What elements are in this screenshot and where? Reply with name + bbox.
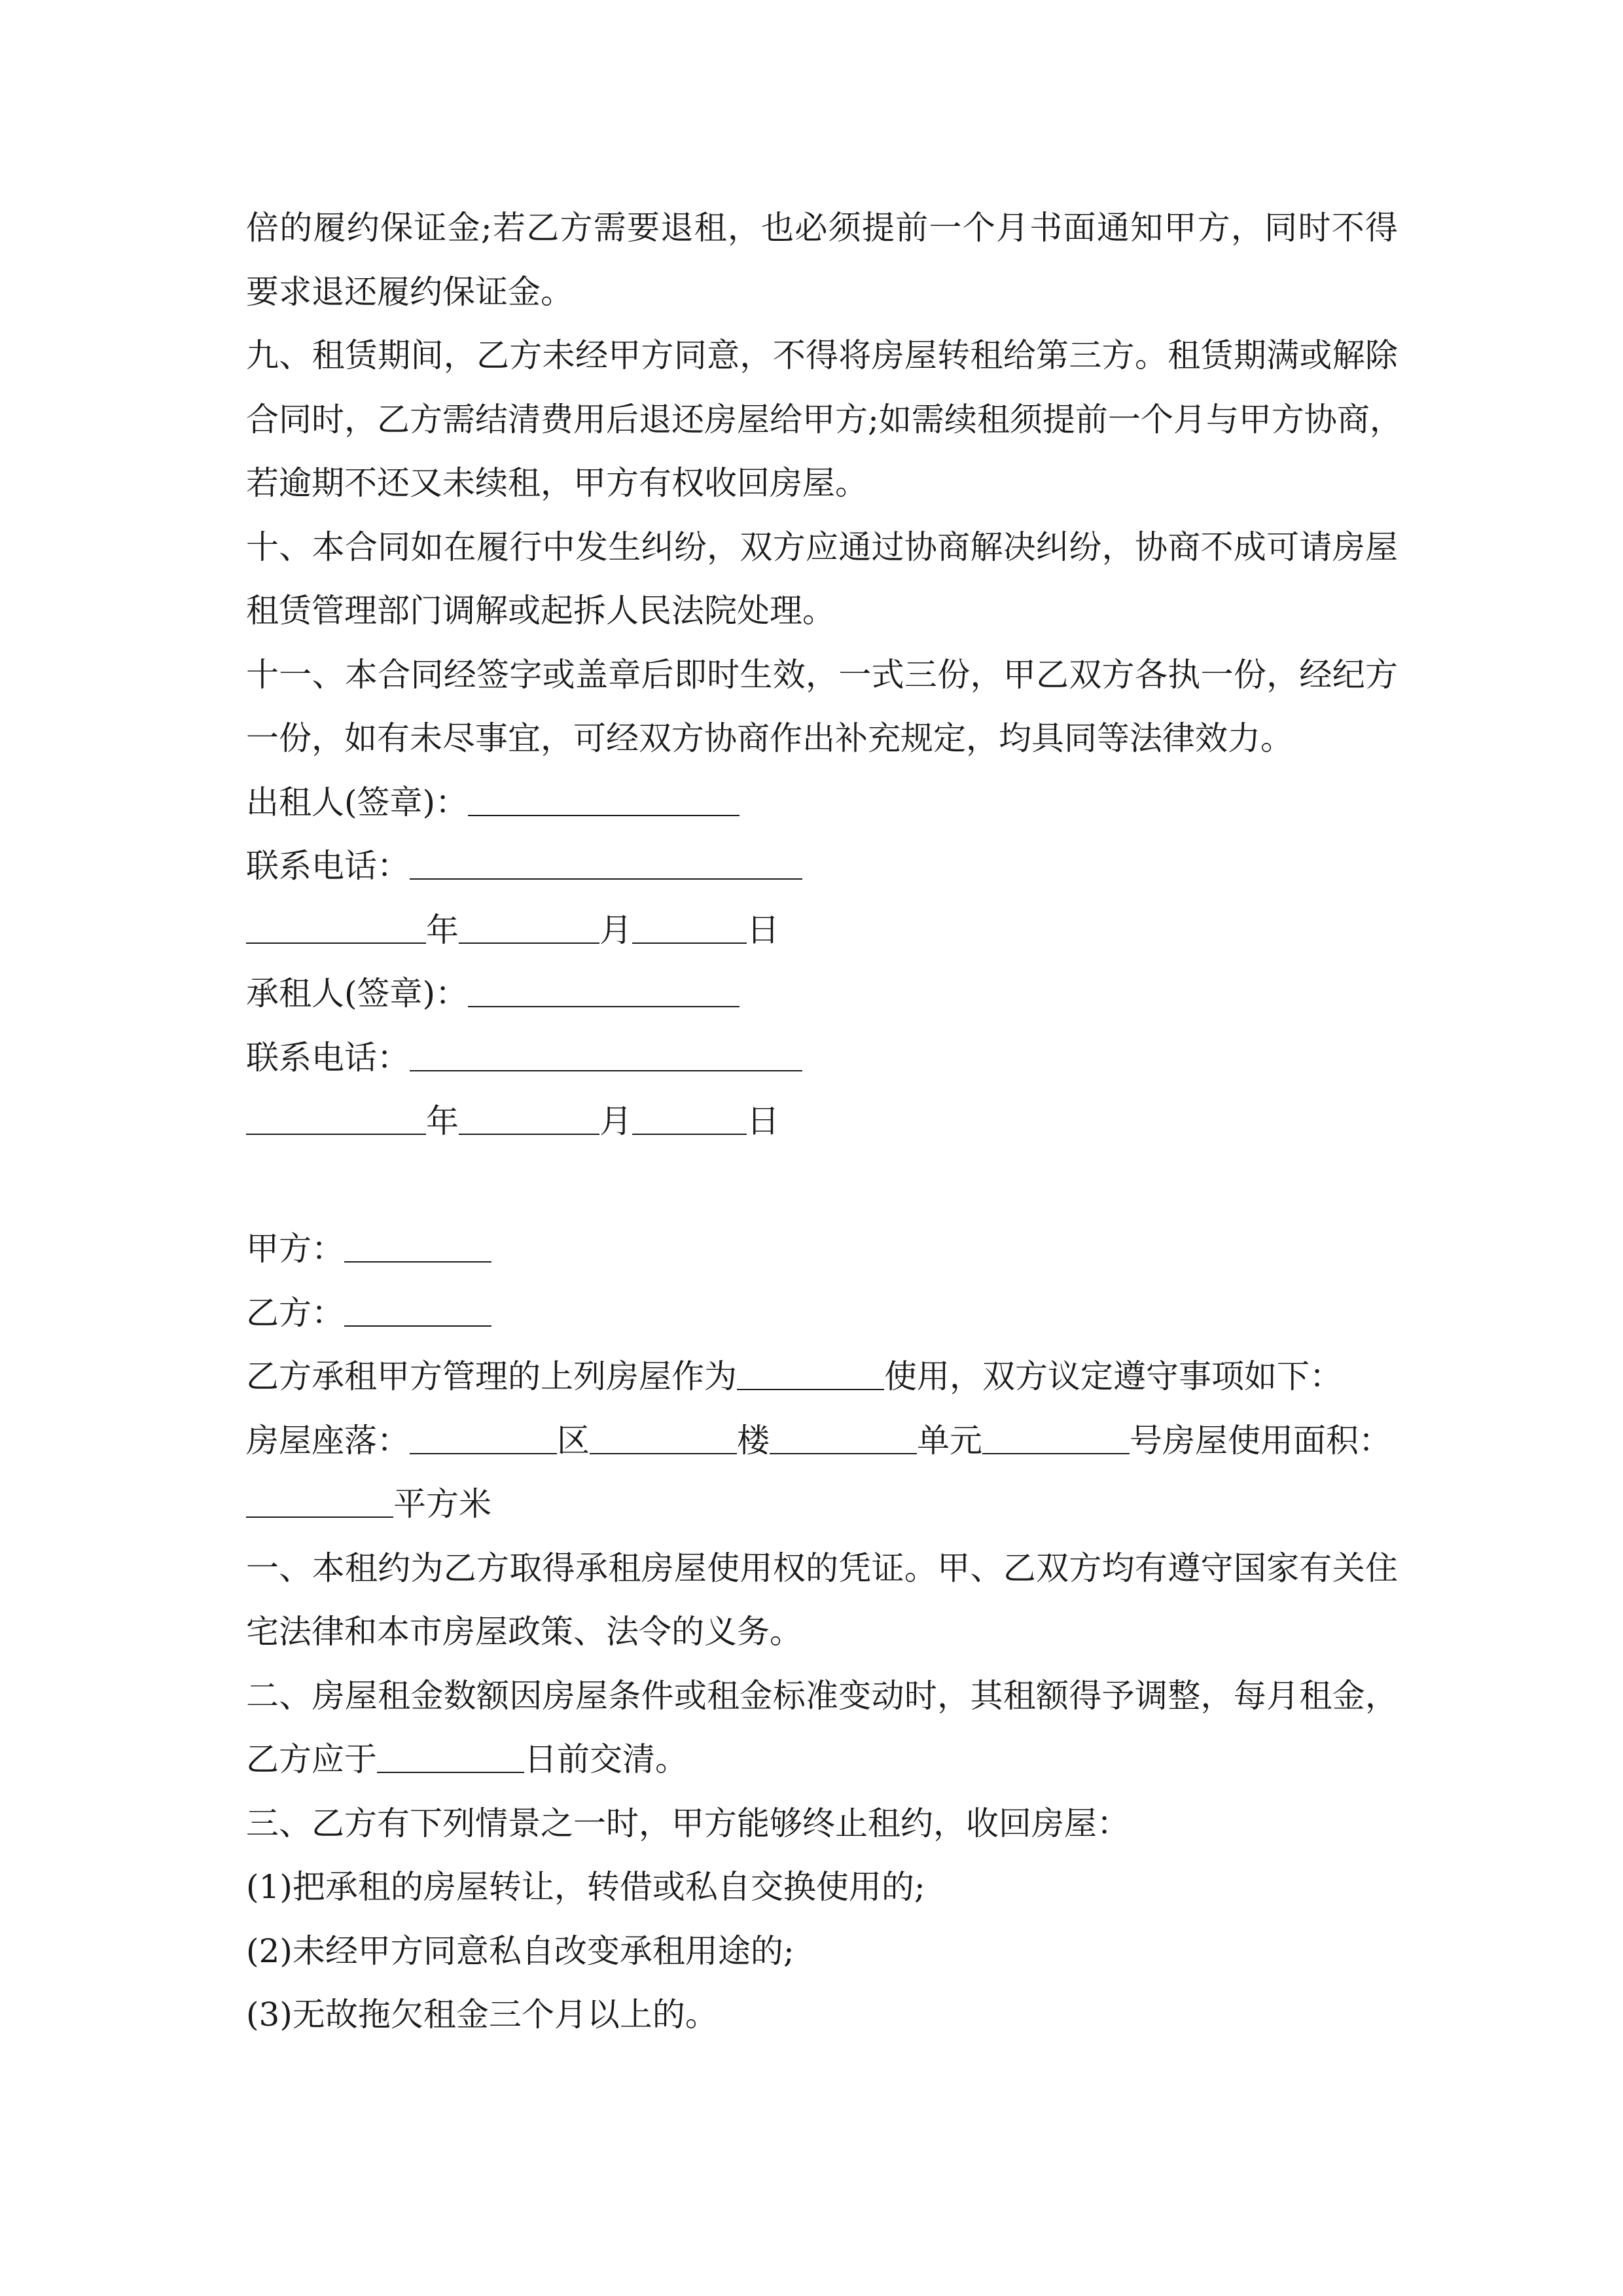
lessor-month-blank[interactable] (459, 902, 599, 944)
area-row (246, 1473, 1398, 1537)
party-a-blank[interactable] (344, 1221, 491, 1263)
clause11-line1: 十一、本合同经签字或盖章后即时生效，一式三份，甲乙双方各执一份，经纪方 (246, 655, 1398, 694)
district-blank[interactable] (410, 1412, 557, 1454)
clause2-suffix: 日前交清。 (524, 1740, 688, 1778)
document-page (246, 196, 1402, 2047)
district-label: 区 (557, 1421, 590, 1460)
usage-purpose-blank[interactable] (737, 1348, 884, 1390)
unit-label: 单元 (917, 1421, 982, 1460)
party-b-row (246, 1282, 1398, 1346)
lessor-date-row (246, 899, 1398, 963)
party-a-label: 甲方： (246, 1230, 344, 1268)
clause3-item1: (1)把承租的房屋转让，转借或私自交换使用的; (246, 1868, 925, 1906)
lessor-month-label: 月 (599, 910, 632, 949)
square-meters-label: 平方米 (393, 1485, 491, 1523)
clause10-line1: 十、本合同如在履行中发生纠纷，双方应通过协商解决纠纷，协商不成可请房屋 (246, 528, 1398, 566)
lessee-year-blank[interactable] (246, 1093, 426, 1135)
lessor-day-blank[interactable] (632, 902, 747, 944)
lessor-phone-label: 联系电话： (246, 847, 410, 885)
clause2-line1: 二、房屋租金数额因房屋条件或租金标准变动时，其租额得予调整，每月租金， (246, 1676, 1398, 1715)
party-b-blank[interactable] (344, 1285, 491, 1327)
clause11-line2: 一份，如有未尽事宜，可经双方协商作出补充规定，均具同等法律效力。 (246, 719, 1293, 757)
lessor-phone-row (246, 834, 1398, 899)
lessor-signature-blank[interactable] (468, 774, 740, 816)
lessor-phone-blank[interactable] (410, 838, 802, 880)
lessor-year-blank[interactable] (246, 902, 426, 944)
lessee-signature-row (246, 962, 1398, 1026)
lessor-day-label: 日 (747, 910, 779, 949)
lessee-phone-blank[interactable] (410, 1030, 802, 1071)
lessee-phone-row (246, 1026, 1398, 1090)
lessee-year-label: 年 (426, 1102, 459, 1140)
intro-prefix: 乙方承租甲方管理的上列房屋作为 (246, 1357, 737, 1395)
party-a-row (246, 1217, 1398, 1282)
clause1-line1: 一、本租约为乙方取得承租房屋使用权的凭证。甲、乙双方均有遵守国家有关住 (246, 1549, 1398, 1587)
lessee-day-label: 日 (747, 1102, 779, 1140)
location-row (246, 1409, 1398, 1473)
clause9-line3: 若逾期不还又未续租，甲方有权收回房屋。 (246, 464, 868, 502)
party-b-label: 乙方： (246, 1293, 344, 1332)
clause8-continuation-line1: 倍的履约保证金;若乙方需要退租，也必须提前一个月书面通知甲方，同时不得 (246, 209, 1398, 247)
clause9-line2: 合同时，乙方需结清费用后退还房屋给甲方;如需续租须提前一个月与甲方协商， (246, 400, 1402, 439)
building-blank[interactable] (590, 1412, 737, 1454)
clause3-line1: 三、乙方有下列情景之一时，甲方能够终止租约，收回房屋： (246, 1804, 1130, 1842)
lessee-label: 承租人(签章)： (246, 975, 469, 1013)
intro-row (246, 1345, 1398, 1409)
number-area-label: 号房屋使用面积： (1130, 1421, 1391, 1460)
clause9-line1: 九、租赁期间，乙方未经甲方同意，不得将房屋转租给第三方。租赁期满或解除 (246, 336, 1398, 374)
lessor-label: 出租人(签章)： (246, 783, 469, 821)
location-label: 房屋座落： (246, 1421, 410, 1460)
lessee-date-row (246, 1090, 1398, 1154)
building-label: 楼 (737, 1421, 770, 1460)
number-blank[interactable] (982, 1412, 1130, 1454)
clause8-continuation-line2: 要求退还履约保证金。 (246, 272, 573, 311)
lessee-month-blank[interactable] (459, 1093, 599, 1135)
lessor-signature-row (246, 771, 1398, 835)
lessee-phone-label: 联系电话： (246, 1038, 410, 1077)
area-blank[interactable] (246, 1476, 393, 1518)
lessor-year-label: 年 (426, 910, 459, 949)
clause3-item3: (3)无故拖欠租金三个月以上的。 (246, 1996, 718, 2034)
section-spacer (246, 1154, 1398, 1218)
clause3-item2: (2)未经甲方同意私自改变承租用途的; (246, 1931, 794, 1970)
clause2-line2 (246, 1728, 1398, 1792)
lessee-month-label: 月 (599, 1102, 632, 1140)
unit-blank[interactable] (770, 1412, 917, 1454)
clause1-line2: 宅法律和本市房屋政策、法令的义务。 (246, 1613, 802, 1651)
lessee-signature-blank[interactable] (468, 965, 740, 1007)
clause10-line2: 租赁管理部门调解或起拆人民法院处理。 (246, 592, 835, 630)
clause2-prefix: 乙方应于 (246, 1740, 377, 1778)
lessee-day-blank[interactable] (632, 1093, 747, 1135)
intro-suffix: 使用，双方议定遵守事项如下： (884, 1357, 1342, 1395)
rent-due-day-blank[interactable] (377, 1731, 524, 1773)
